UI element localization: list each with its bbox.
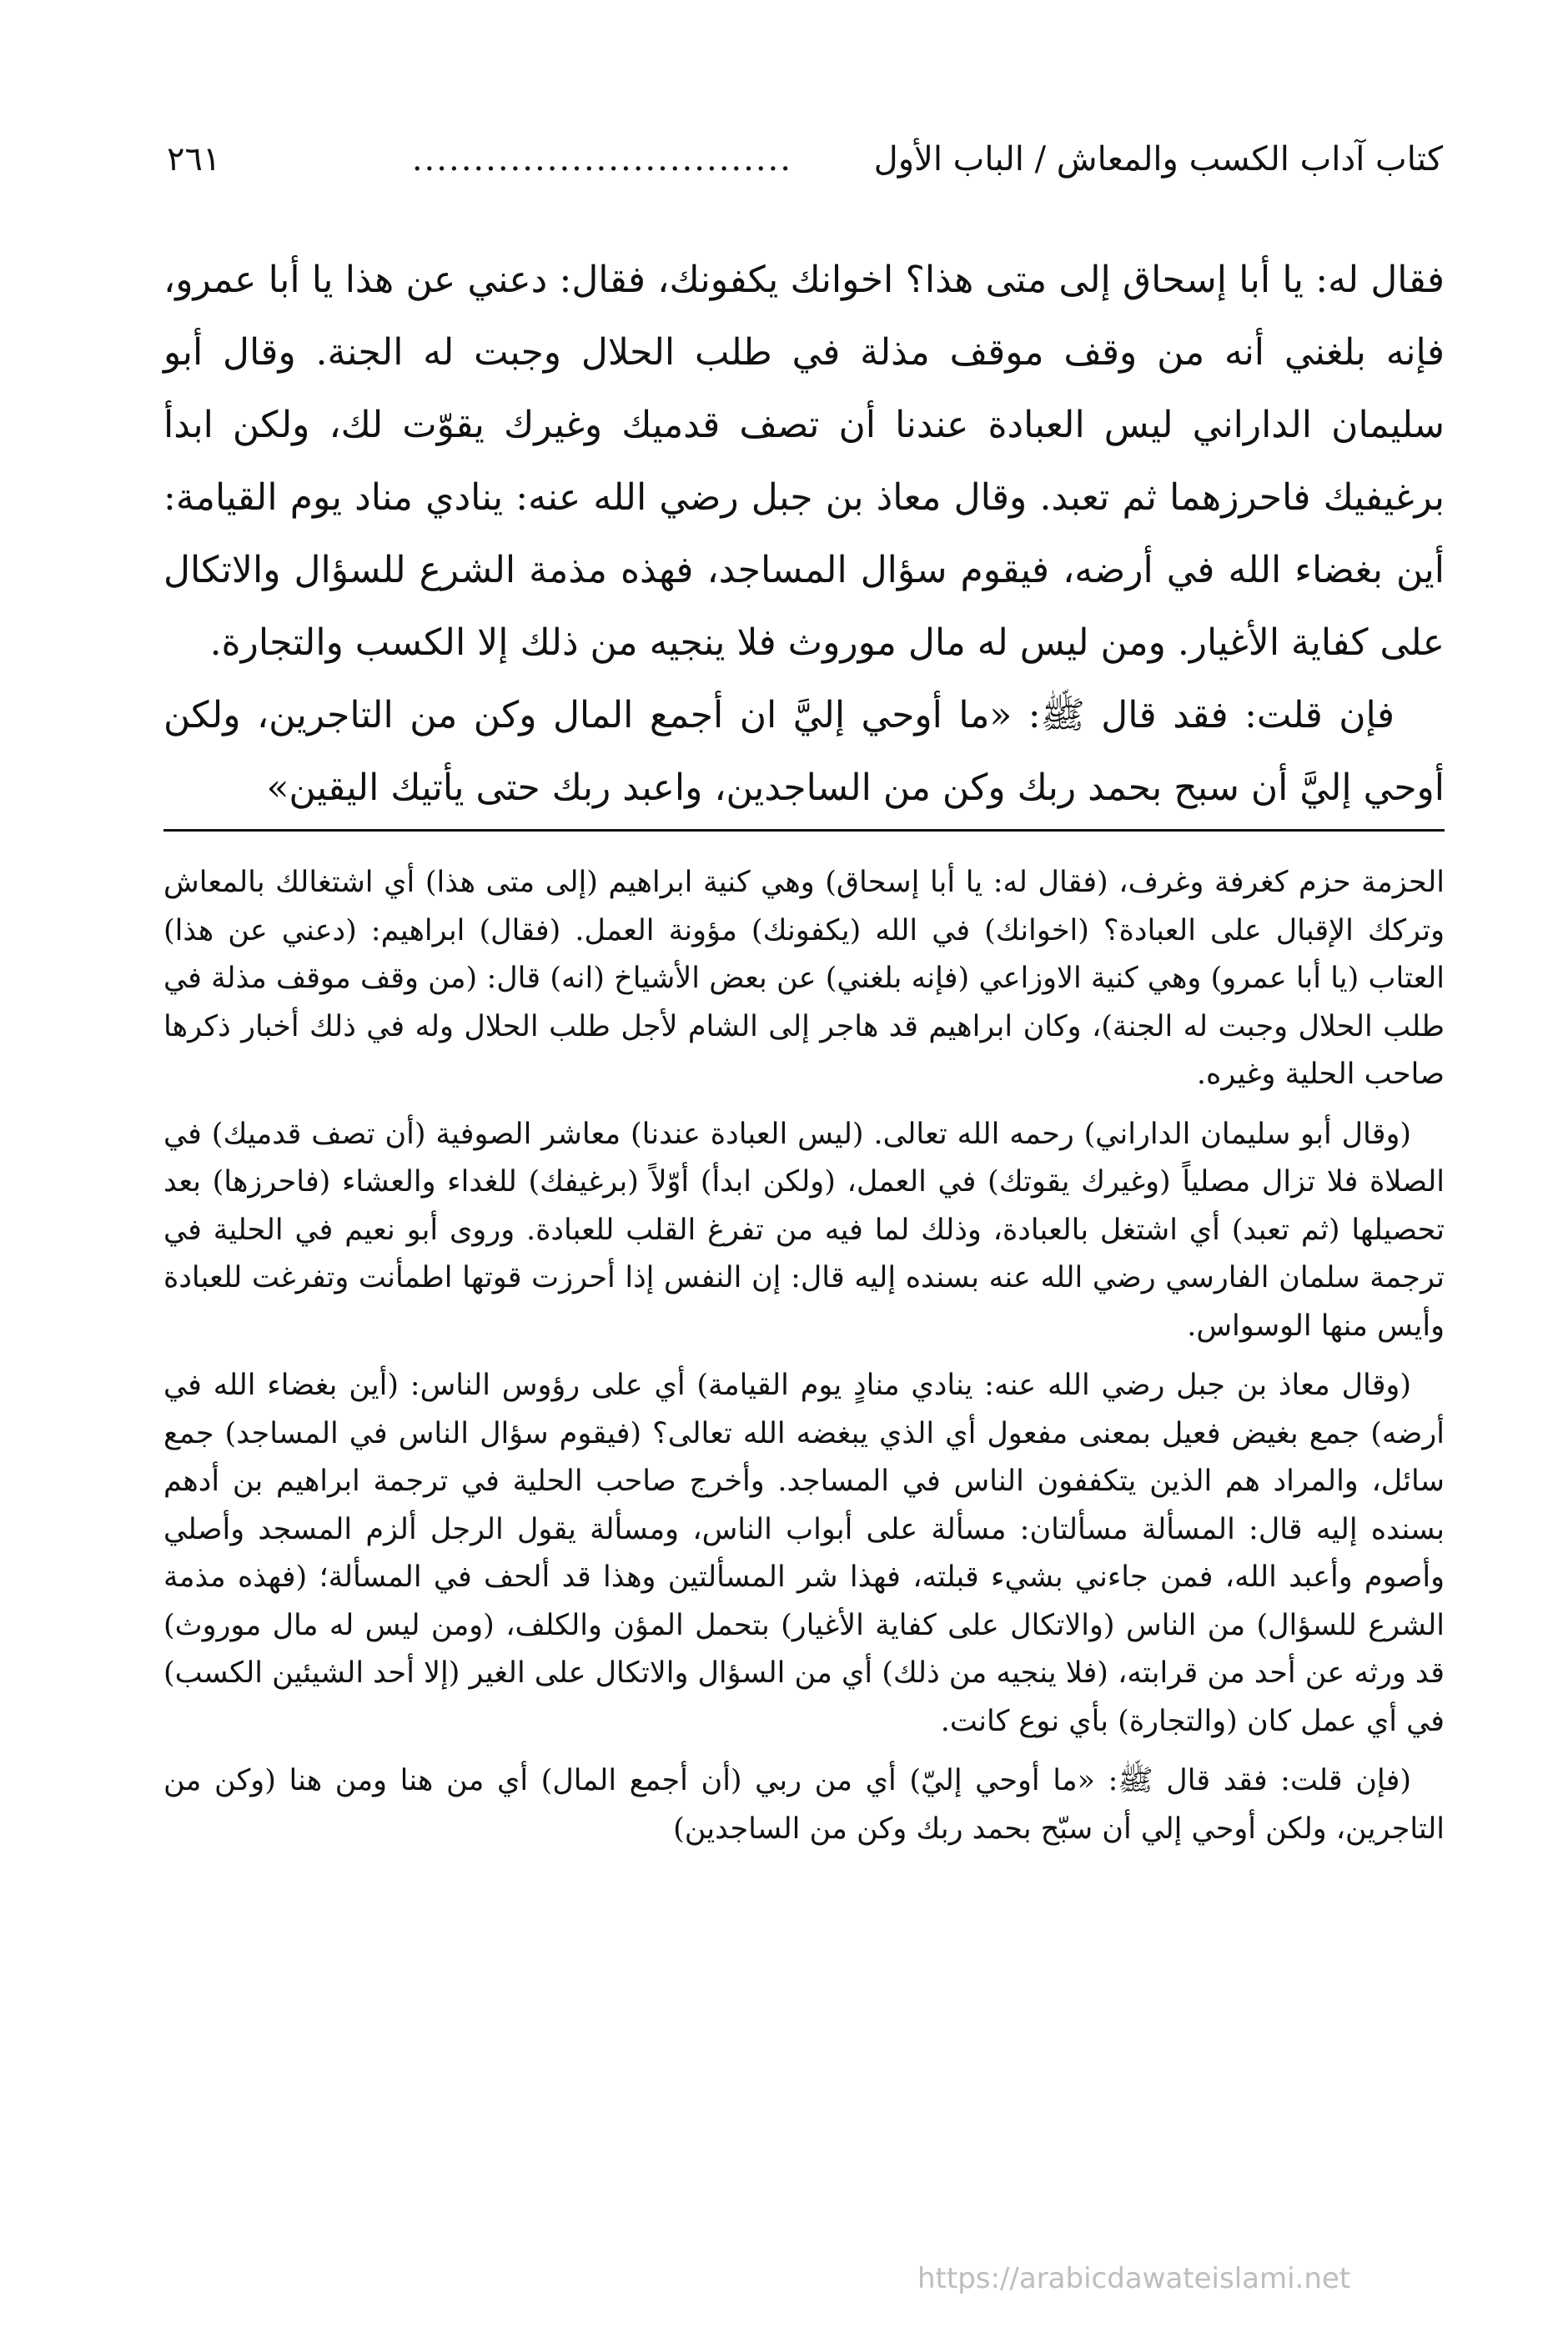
commentary-text <box>163 859 1445 1865</box>
watermark-url: https://arabicdawateislami.net <box>917 2262 1351 2295</box>
running-title: كتاب آداب الكسب والمعاش / الباب الأول <box>873 140 1443 178</box>
footnote-separator <box>163 829 1445 832</box>
commentary-paragraph: الحزمة حزم كغرفة وغرف، (فقال له: يا أبا إسحاق) وهي كنية ابراهيم (إلى متى هذا) أي اشتغالك بالمعاش وتركك الإقبال على العبادة؟ (اخوانك) في الله (يكفونك) مؤونة العمل. (فقال) ابراهيم: (دعني عن هذا) العتاب (يا أبا عمرو) وهي كنية الاوزاعي (فإنه بلغني) عن بعض الأشياخ (انه) قال: (من وقف موقف مذلة في طلب الحلال وجبت له الجنة)، وكان ابراهيم قد هاجر إلى الشام لأجل طلب الحلال وله في ذلك أخبار ذكرها صاحب الحلية وغيره. <box>163 866 1445 1091</box>
main-paragraph: فقال له: يا أبا إسحاق إلى متى هذا؟ اخوانك يكفونك، فقال: دعني عن هذا يا أبا عمرو، فإنه بلغني أنه من وقف موقف مذلة في طلب الحلال وجبت له الجنة. وقال أبو سليمان الداراني ليس العبادة عندنا أن تصف قدميك وغيرك يقوّت لك، ولكن ابدأ برغيفيك فاحرزهما ثم تعبد. وقال معاذ بن جبل رضي الله عنه: ينادي مناد يوم القيامة: أين بغضاء الله في أرضه، فيقوم سؤال المساجد، فهذه مذمة الشرع للسؤال والاتكال على كفاية الأغيار. ومن ليس له مال موروث فلا ينجيه من ذلك إلا الكسب والتجارة. <box>163 259 1445 664</box>
commentary-paragraph: (وقال أبو سليمان الداراني) رحمه الله تعالى. (ليس العبادة عندنا) معاشر الصوفية (أن تصف قدميك) في الصلاة فلا تزال مصلياً (وغيرك يقوتك) في العمل، (ولكن ابدأ) أوّلاً (برغيفك) للغداء والعشاء (فاحرزها) بعد تحصيلها (ثم تعبد) أي اشتغل بالعبادة، وذلك لما فيه من تفرغ القلب للعبادة. وروى أبو نعيم في الحلية في ترجمة سلمان الفارسي رضي الله عنه بسنده إليه قال: إن النفس إذا أحرزت قوتها اطمأنت وتفرغت للعبادة وأيس منها الوسواس. <box>163 1117 1445 1343</box>
main-paragraph: فإن قلت: فقد قال ﷺ: «ما أوحي إليَّ ان أجمع المال وكن من التاجرين، ولكن أوحي إليَّ أن سبح بحمد ربك وكن من الساجدين، واعبد ربك حتى يأتيك اليقين» <box>163 694 1445 809</box>
page-header <box>167 140 1443 199</box>
page-number: ٢٦١ <box>167 140 221 178</box>
header-leader-dots: ............................... <box>411 140 792 178</box>
main-text <box>163 244 1445 824</box>
commentary-paragraph: (فإن قلت: فقد قال ﷺ: «ما أوحي إليّ) أي من ربي (أن أجمع المال) أي من هنا ومن هنا (وكن من التاجرين، ولكن أوحي إلي أن سبّح بحمد ربك وكن من الساجدين) <box>163 1764 1445 1846</box>
commentary-paragraph: (وقال معاذ بن جبل رضي الله عنه: ينادي منادٍ يوم القيامة) أي على رؤوس الناس: (أين بغضاء الله في أرضه) جمع بغيض فعيل بمعنى مفعول أي الذي يبغضه الله تعالى؟ (فيقوم سؤال الناس في المساجد) جمع سائل، والمراد هم الذين يتكففون الناس في المساجد. وأخرج صاحب الحلية في ترجمة ابراهيم بن أدهم بسنده إليه قال: المسألة مسألتان: مسألة على أبواب الناس، ومسألة يقول الرجل ألزم المسجد وأصلي وأصوم وأعبد الله، فمن جاءني بشيء قبلته، فهذا شر المسألتين وهذا قد ألحف في المسألة؛ (فهذه مذمة الشرع للسؤال) من الناس (والاتكال على كفاية الأغيار) بتحمل المؤن والكلف، (ومن ليس له مال موروث) قد ورثه عن أحد من قرابته، (فلا ينجيه من ذلك) أي من السؤال والاتكال على الغير (إلا أحد الشيئين الكسب) في أي عمل كان (والتجارة) بأي نوع كانت. <box>163 1369 1445 1738</box>
